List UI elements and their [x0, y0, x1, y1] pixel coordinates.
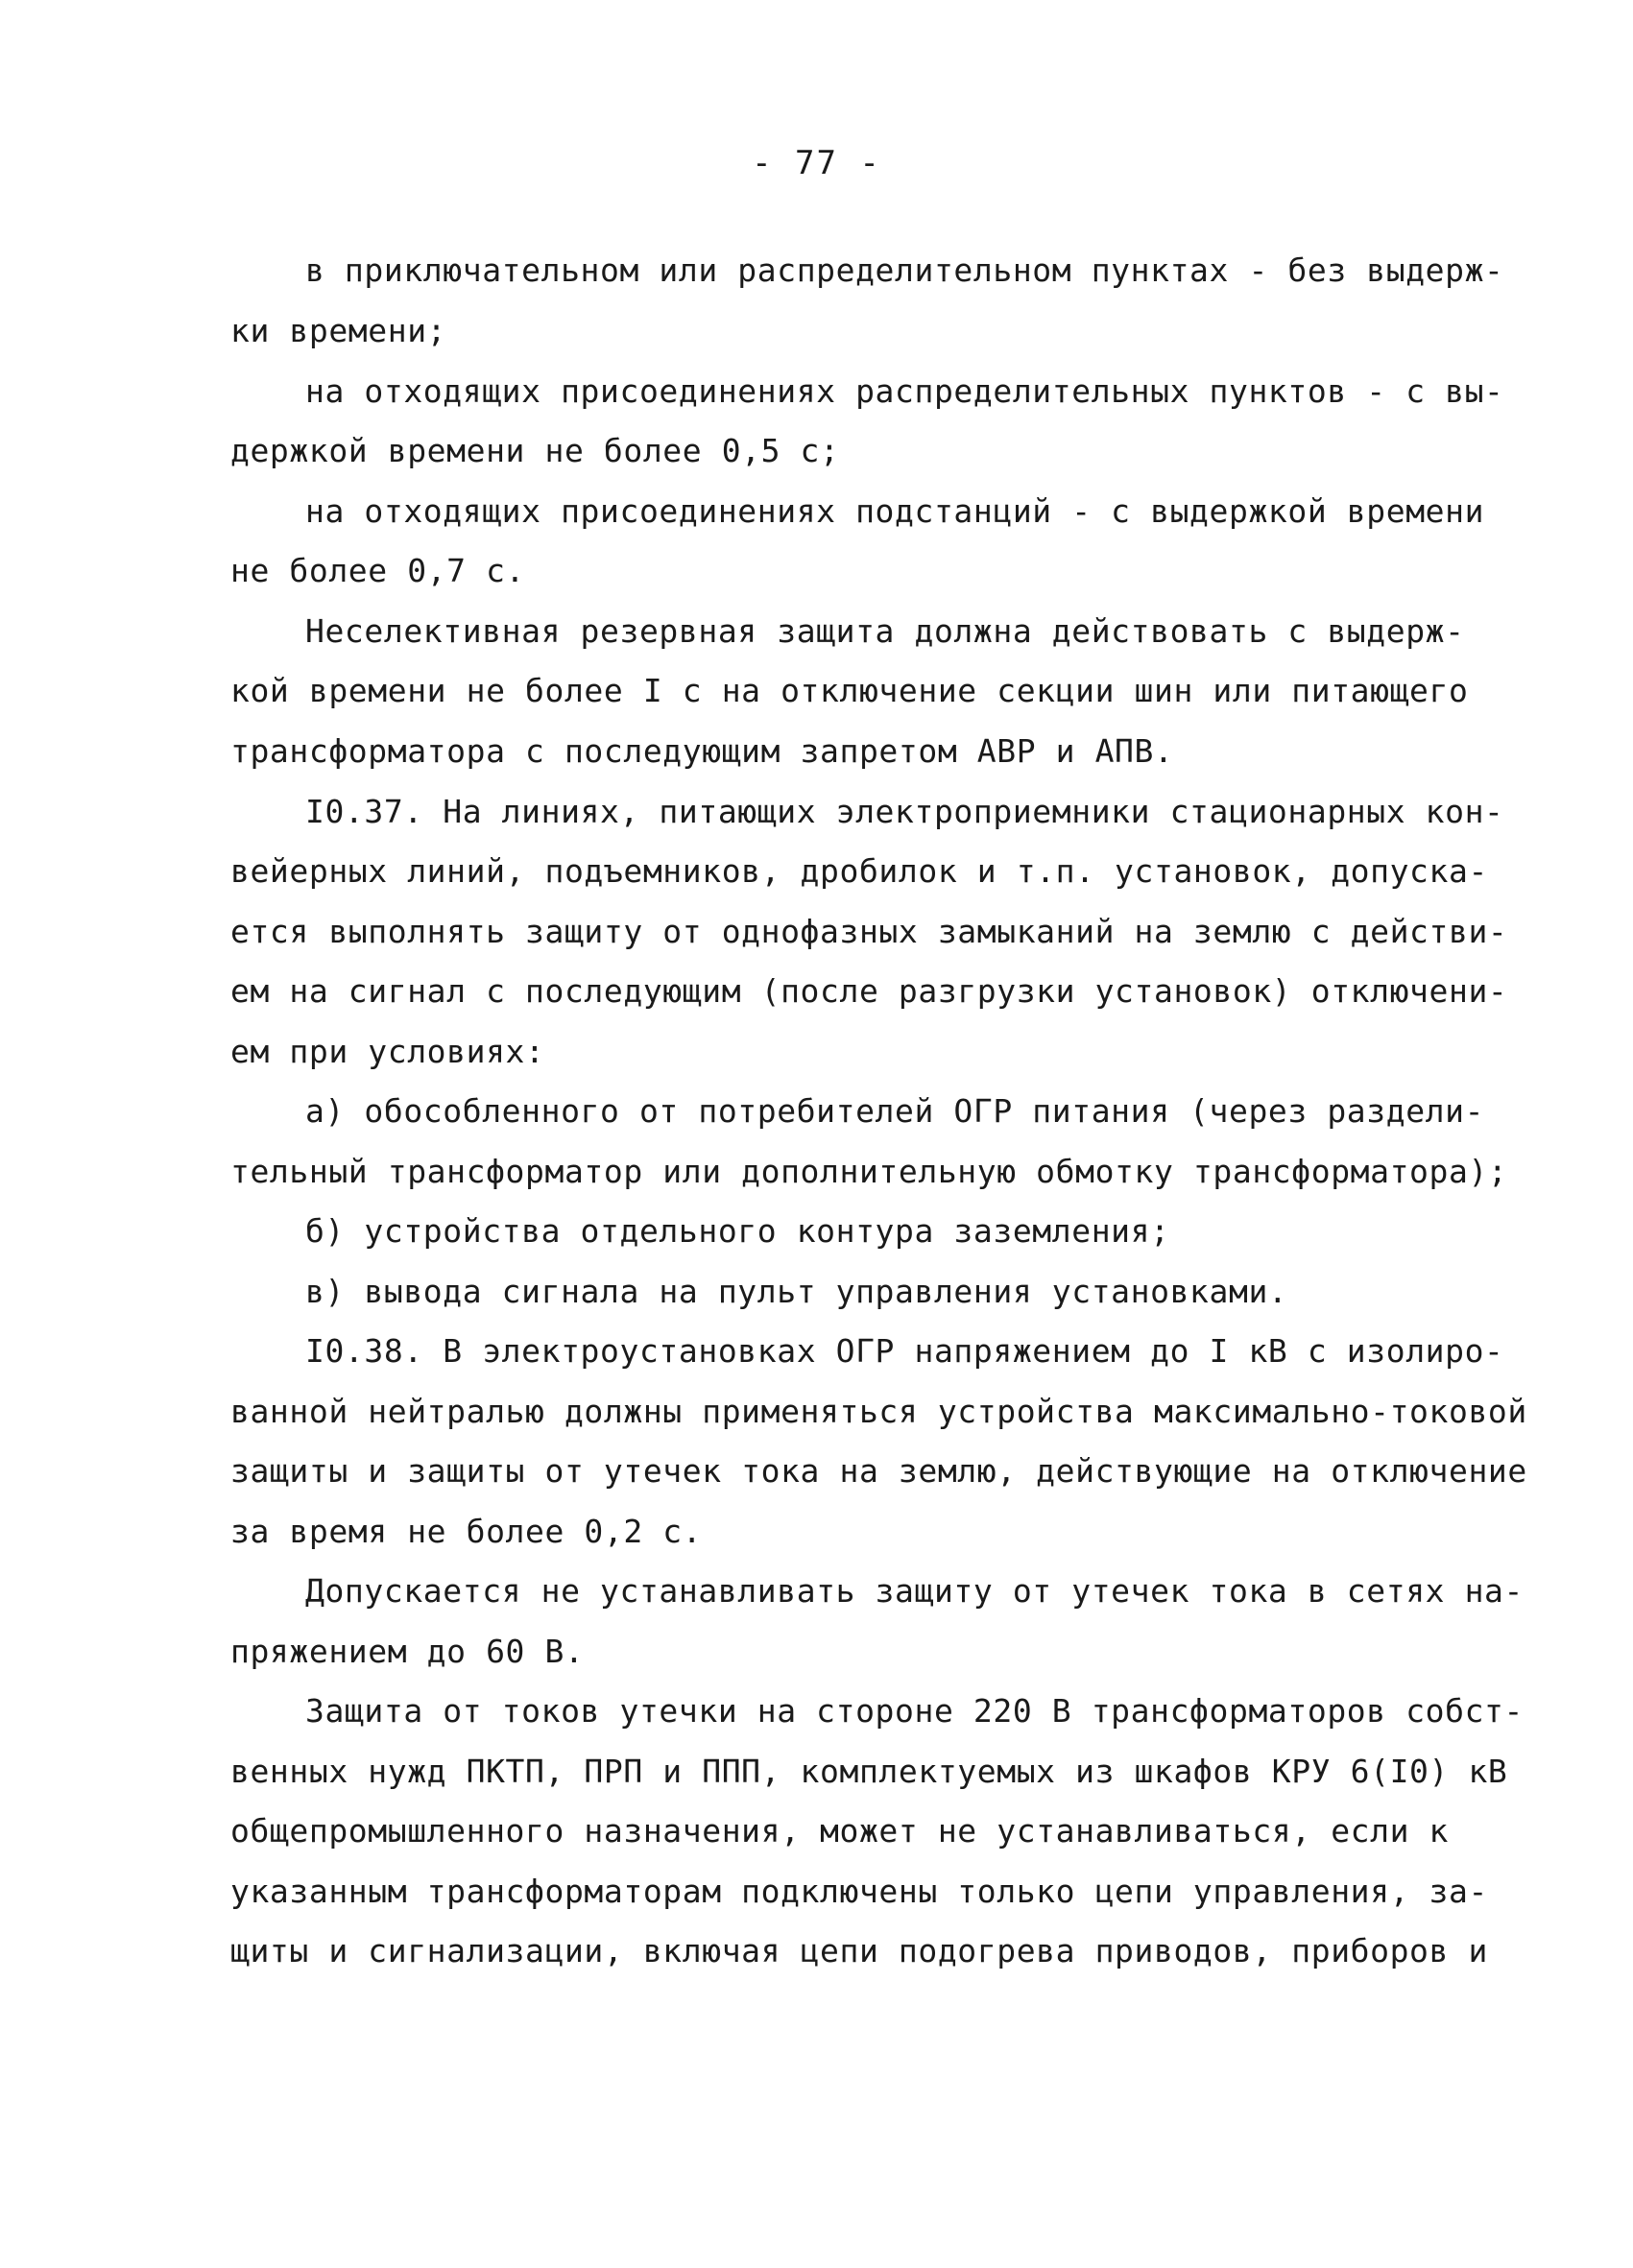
text-line: за время не более 0,2 с. — [230, 1513, 703, 1550]
page-number: - 77 - — [752, 144, 881, 182]
text-line: I0.38. В электроустановках ОГР напряжением до I кВ с изолиро- — [305, 1332, 1504, 1370]
text-line: указанным трансформаторам подключены только цепи управления, за- — [230, 1873, 1488, 1910]
text-line: б) устройства отдельного контура заземления; — [305, 1212, 1170, 1250]
text-line: не более 0,7 с. — [230, 552, 526, 589]
text-line: держкой времени не более 0,5 с; — [230, 432, 840, 469]
text-line: ки времени; — [230, 312, 447, 349]
text-line: ванной нейтралью должны применяться устройства максимально-токовой — [230, 1393, 1527, 1430]
text-line: трансформатора с последующим запретом АВР и АПВ. — [230, 732, 1174, 770]
text-line: кой времени не более I с на отключение секции шин или питающего — [230, 672, 1469, 709]
text-line: а) обособленного от потребителей ОГР питания (через раздели- — [305, 1092, 1485, 1130]
text-line: в) вывода сигнала на пульт управления установками. — [305, 1273, 1288, 1310]
text-line: ем при условиях: — [230, 1033, 545, 1070]
text-line: в приключательном или распределительном пунктах - без выдерж- — [305, 251, 1504, 289]
text-line: тельный трансформатор или дополнительную обмотку трансформатора); — [230, 1153, 1508, 1190]
text-line: ется выполнять защиту от однофазных замыканий на землю с действи- — [230, 913, 1508, 950]
text-line: Защита от токов утечки на стороне 220 В трансформаторов собст- — [305, 1692, 1524, 1730]
text-line: щиты и сигнализации, включая цепи подогрева приводов, приборов и — [230, 1932, 1488, 1970]
text-line: на отходящих присоединениях подстанций - с выдержкой времени — [305, 492, 1485, 530]
text-line: Неселективная резервная защита должна действовать с выдерж- — [305, 612, 1465, 650]
text-line: защиты и защиты от утечек тока на землю, действующие на отключение — [230, 1452, 1527, 1490]
text-line: вейерных линий, подъемников, дробилок и т.п. установок, допуска- — [230, 852, 1488, 890]
text-line: пряжением до 60 В. — [230, 1633, 585, 1670]
text-line: общепромышленного назначения, может не устанавливаться, если к — [230, 1812, 1449, 1850]
text-line: на отходящих присоединениях распределительных пунктов - с вы- — [305, 372, 1504, 410]
text-line: ем на сигнал с последующим (после разгрузки установок) отключени- — [230, 972, 1508, 1010]
text-line: венных нужд ПКТП, ПРП и ППП, комплектуемых из шкафов КРУ 6(I0) кВ — [230, 1753, 1508, 1790]
text-line: I0.37. На линиях, питающих электроприемники стационарных кон- — [305, 793, 1504, 830]
text-line: Допускается не устанавливать защиту от утечек тока в сетях на- — [305, 1572, 1524, 1610]
